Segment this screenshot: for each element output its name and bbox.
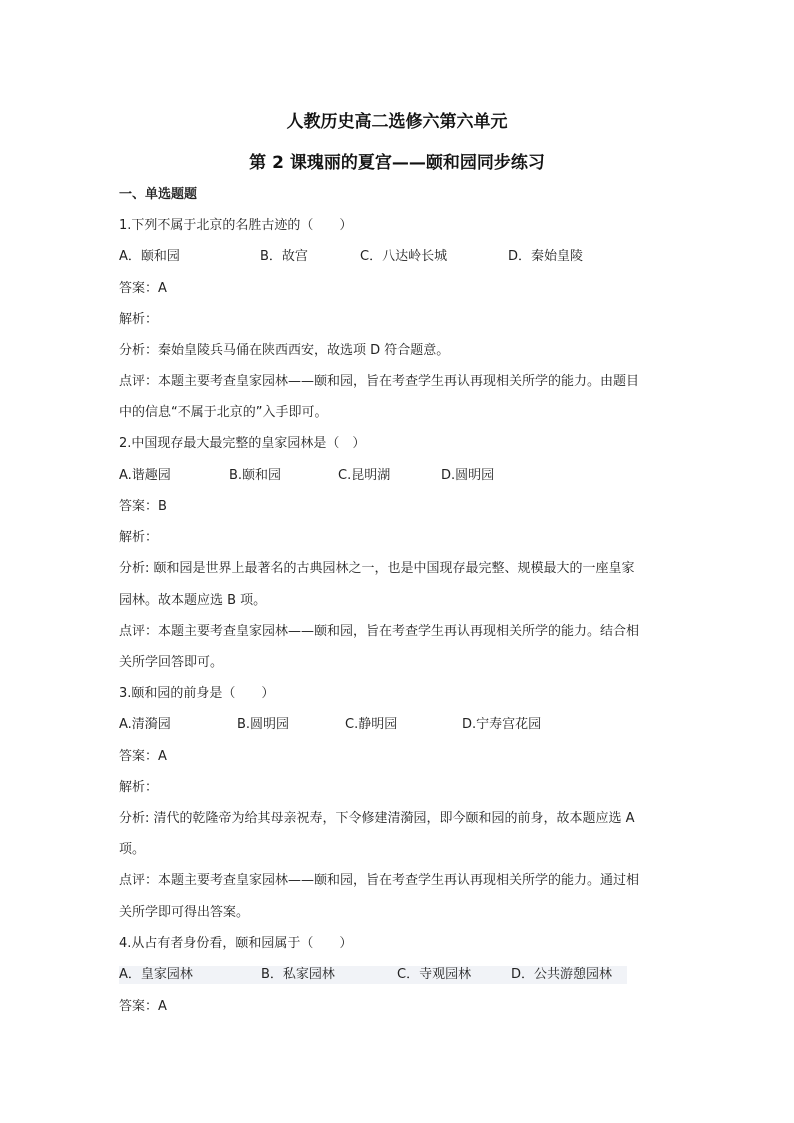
question-3-option-d: D.宁寿宫花园 [462,717,542,732]
question-4-answer: 答案：A [119,999,167,1014]
question-1-comment-line-1: 点评：本题主要考查皇家园林——颐和园，旨在考查学生再认再现相关所学的能力。由题目 [119,374,640,389]
question-2-stem: 2.中国现存最大最完整的皇家园林是（ ） [119,436,366,451]
question-3-option-b: B.圆明园 [237,717,290,732]
question-3-comment-line-2: 关所学即可得出答案。 [119,905,250,920]
question-2-option-a: A.谐趣园 [119,468,171,483]
question-2-comment-line-1: 点评：本题主要考查皇家园林——颐和园，旨在考查学生再认再现相关所学的能力。结合相 [119,624,640,639]
document-title: 人教历史高二选修六第六单元 [286,112,508,132]
question-4-option-a: A．皇家园林 [119,967,193,982]
question-2-answer: 答案：B [119,499,167,514]
question-1-jiexi: 解析： [119,312,159,327]
question-1-option-b: B．故宫 [260,249,308,264]
question-2-analysis-line-1: 分析: 颐和园是世界上最著名的古典园林之一，也是中国现存最完整、规模最大的一座皇家 [119,561,635,576]
question-3-option-c: C.静明园 [345,717,398,732]
question-1-stem: 1.下列不属于北京的名胜古迹的（ ） [119,218,353,233]
question-4-stem: 4.从占有者身份看，颐和园属于（ ） [119,936,353,951]
question-4-option-c: C．寺观园林 [397,967,472,982]
question-2-option-d: D.圆明园 [441,468,495,483]
question-3-analysis-line-2: 项。 [119,842,146,857]
question-2-option-b: B.颐和园 [229,468,282,483]
question-3-stem: 3.颐和园的前身是（ ） [119,686,275,701]
question-4-option-b: B．私家园林 [261,967,335,982]
question-3-answer: 答案：A [119,749,167,764]
question-2-option-c: C.昆明湖 [338,468,391,483]
question-4-option-d: D．公共游憩园林 [511,967,613,982]
question-3-analysis-line-1: 分析: 清代的乾隆帝为给其母亲祝寿，下令修建清漪园，即今颐和园的前身，故本题应选 A [119,811,635,826]
lesson-title: 第 2 课瑰丽的夏宫——颐和园同步练习 [249,153,545,173]
question-3-option-a: A.清漪园 [119,717,171,732]
question-1-comment-line-2: 中的信息“不属于北京的”入手即可。 [119,405,328,420]
question-1-option-c: C．八达岭长城 [360,249,448,264]
question-3-comment-line-1: 点评：本题主要考查皇家园林——颐和园，旨在考查学生再认再现相关所学的能力。通过相 [119,873,640,888]
question-1-option-a: A．颐和园 [119,249,180,264]
section-heading: 一、单选题题 [119,187,198,202]
question-1-option-d: D．秦始皇陵 [508,249,584,264]
question-1-answer: 答案：A [119,281,167,296]
question-3-jiexi: 解析： [119,780,159,795]
question-2-jiexi: 解析： [119,530,159,545]
question-1-analysis: 分析：秦始皇陵兵马俑在陕西西安，故选项 D 符合题意。 [119,343,450,358]
question-2-comment-line-2: 关所学回答即可。 [119,655,224,670]
question-2-analysis-line-2: 园林。故本题应选 B 项。 [119,593,267,608]
